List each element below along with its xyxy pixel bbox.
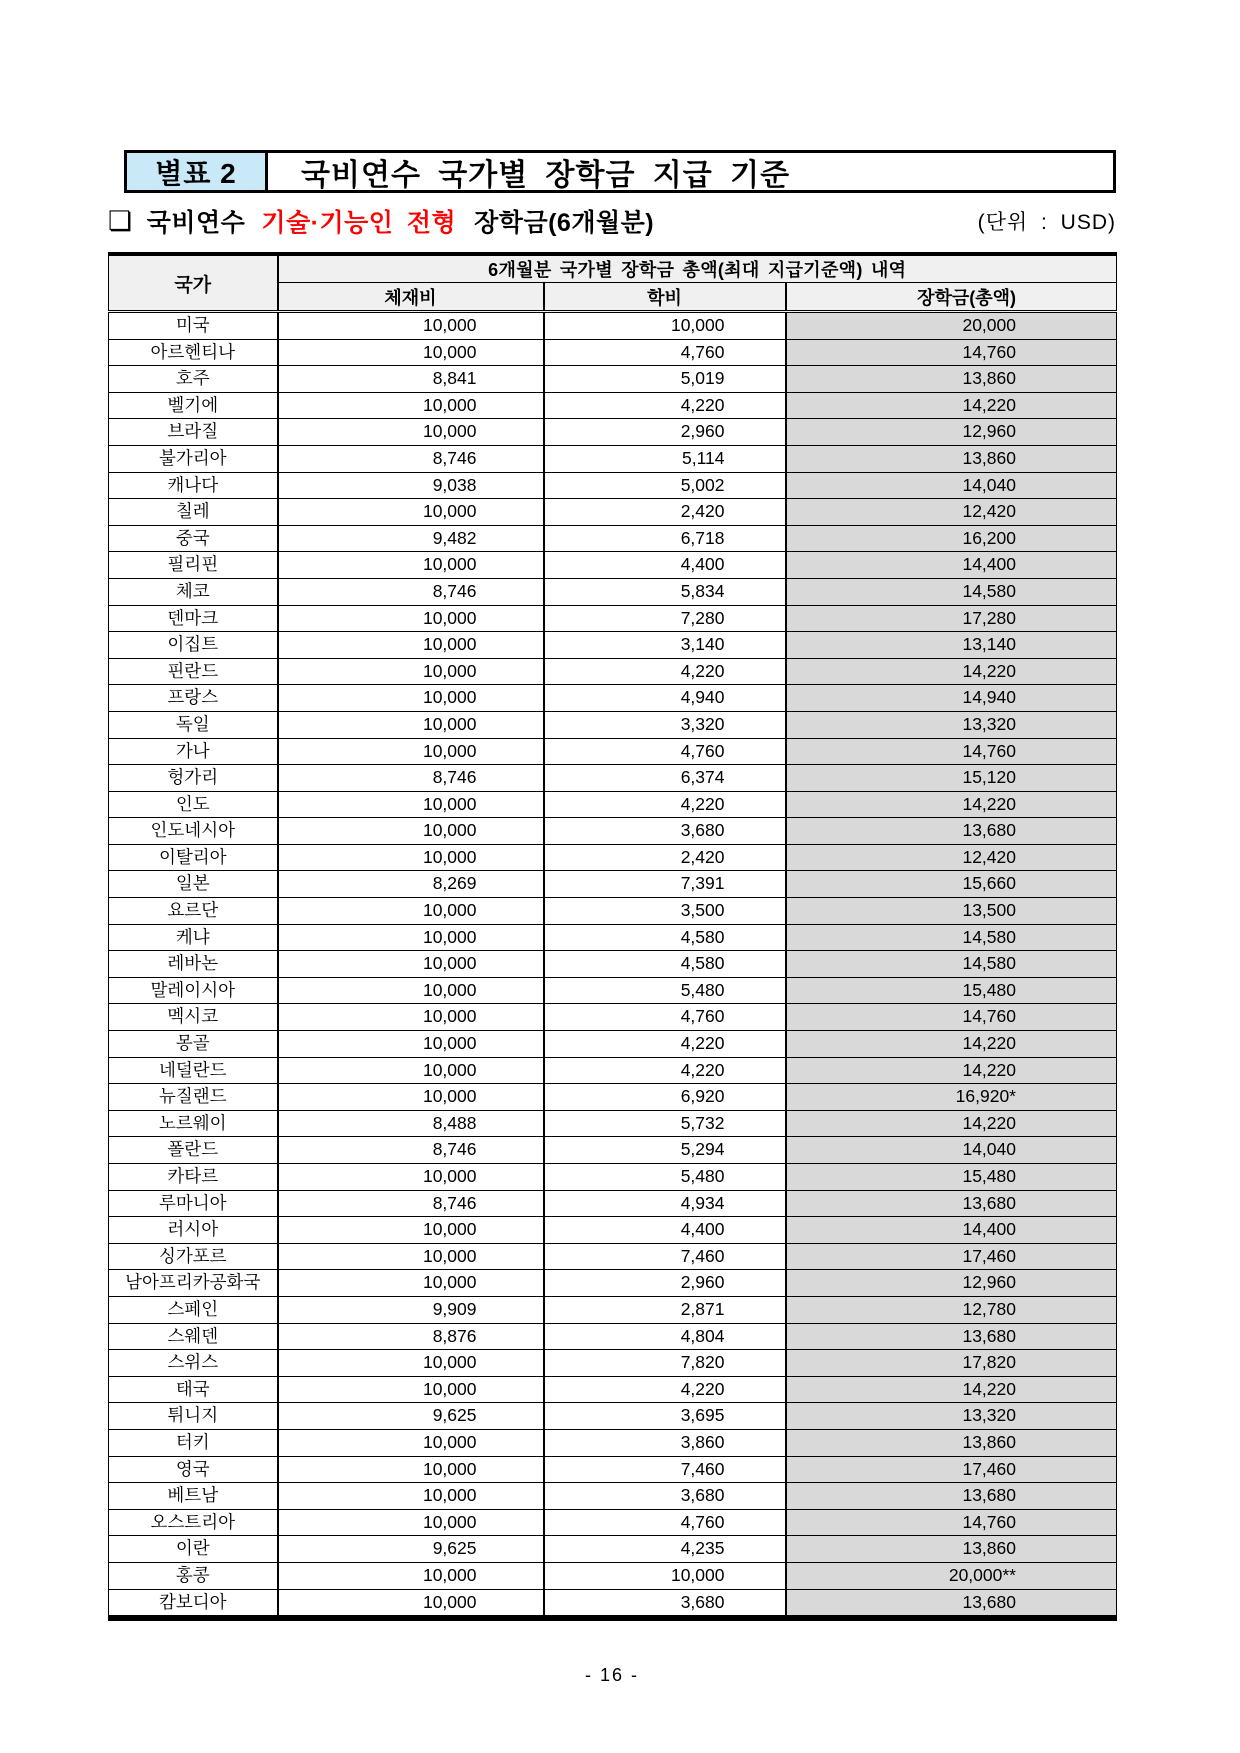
tuition-cell: 5,732 [544, 1110, 786, 1137]
stay-cost-cell: 10,000 [278, 1483, 544, 1510]
tuition-cell: 2,871 [544, 1296, 786, 1323]
table-row [109, 1243, 1117, 1270]
table-row [109, 765, 1117, 792]
total-scholarship-cell: 16,200 [786, 525, 1117, 552]
country-cell: 덴마크 [109, 605, 278, 632]
tuition-cell: 4,220 [544, 791, 786, 818]
stay-cost-cell: 10,000 [278, 632, 544, 659]
country-cell: 싱가포르 [109, 1243, 278, 1270]
country-cell: 아르헨티나 [109, 339, 278, 366]
table-row [109, 1403, 1117, 1430]
table-row [109, 605, 1117, 632]
table-row [109, 1509, 1117, 1536]
tuition-cell: 4,220 [544, 658, 786, 685]
total-scholarship-cell: 13,680 [786, 1323, 1117, 1350]
country-cell: 홍콩 [109, 1562, 278, 1589]
total-scholarship-cell: 14,580 [786, 578, 1117, 605]
stay-cost-cell: 10,000 [278, 924, 544, 951]
table-row [109, 552, 1117, 579]
tuition-cell: 2,960 [544, 1270, 786, 1297]
country-cell: 미국 [109, 312, 278, 340]
total-scholarship-cell: 13,500 [786, 898, 1117, 925]
table-row [109, 1376, 1117, 1403]
total-scholarship-cell: 13,320 [786, 711, 1117, 738]
country-cell: 이란 [109, 1536, 278, 1563]
country-cell: 헝가리 [109, 765, 278, 792]
stay-cost-cell: 9,038 [278, 472, 544, 499]
table-row [109, 685, 1117, 712]
stay-cost-cell: 9,909 [278, 1296, 544, 1323]
tuition-cell: 5,114 [544, 445, 786, 472]
table-row [109, 898, 1117, 925]
total-scholarship-cell: 12,960 [786, 1270, 1117, 1297]
country-cell: 터키 [109, 1429, 278, 1456]
country-cell: 폴란드 [109, 1137, 278, 1164]
tuition-cell: 3,320 [544, 711, 786, 738]
page-number: - 16 - [584, 1665, 639, 1686]
country-cell: 캐나다 [109, 472, 278, 499]
country-cell: 영국 [109, 1456, 278, 1483]
stay-cost-cell: 10,000 [278, 711, 544, 738]
table-row [109, 1110, 1117, 1137]
tuition-cell: 7,391 [544, 871, 786, 898]
tuition-cell: 4,760 [544, 1004, 786, 1031]
subtitle-prefix: 국비연수 [146, 209, 246, 237]
country-cell: 벨기에 [109, 392, 278, 419]
stay-cost-cell: 8,488 [278, 1110, 544, 1137]
stay-cost-cell: 8,269 [278, 871, 544, 898]
tuition-cell: 4,220 [544, 1057, 786, 1084]
stay-cost-cell: 10,000 [278, 977, 544, 1004]
total-scholarship-cell: 14,040 [786, 1137, 1117, 1164]
stay-cost-cell: 8,746 [278, 578, 544, 605]
stay-cost-cell: 8,746 [278, 1137, 544, 1164]
tuition-cell: 6,374 [544, 765, 786, 792]
tuition-cell: 7,280 [544, 605, 786, 632]
total-scholarship-cell: 14,220 [786, 1110, 1117, 1137]
country-cell: 인도 [109, 791, 278, 818]
stay-cost-cell: 8,841 [278, 366, 544, 393]
scholarship-table-body [109, 312, 1117, 1619]
table-row [109, 1483, 1117, 1510]
table-row [109, 1536, 1117, 1563]
tuition-cell: 5,834 [544, 578, 786, 605]
tuition-cell: 4,220 [544, 1376, 786, 1403]
tuition-cell: 2,960 [544, 419, 786, 446]
country-cell: 일본 [109, 871, 278, 898]
table-row [109, 366, 1117, 393]
country-cell: 요르단 [109, 898, 278, 925]
tuition-cell: 5,002 [544, 472, 786, 499]
total-scholarship-cell: 17,820 [786, 1350, 1117, 1377]
scholarship-table [108, 252, 1117, 1621]
total-scholarship-cell: 13,680 [786, 1589, 1117, 1618]
tuition-cell: 3,860 [544, 1429, 786, 1456]
total-scholarship-cell: 14,400 [786, 1217, 1117, 1244]
tuition-cell: 2,420 [544, 499, 786, 526]
tuition-cell: 4,934 [544, 1190, 786, 1217]
country-cell: 필리핀 [109, 552, 278, 579]
stay-cost-cell: 10,000 [278, 1350, 544, 1377]
country-cell: 가나 [109, 738, 278, 765]
tuition-cell: 10,000 [544, 1562, 786, 1589]
total-scholarship-cell: 14,220 [786, 1031, 1117, 1058]
total-scholarship-cell: 13,860 [786, 1429, 1117, 1456]
stay-cost-cell: 10,000 [278, 685, 544, 712]
country-cell: 레바논 [109, 951, 278, 978]
total-scholarship-cell: 15,120 [786, 765, 1117, 792]
country-cell: 루마니아 [109, 1190, 278, 1217]
scholarship-table-head [109, 254, 1117, 312]
table-row [109, 499, 1117, 526]
table-row [109, 1429, 1117, 1456]
tuition-cell: 4,580 [544, 924, 786, 951]
total-scholarship-cell: 17,460 [786, 1456, 1117, 1483]
country-cell: 핀란드 [109, 658, 278, 685]
table-row [109, 1084, 1117, 1111]
tuition-cell: 7,460 [544, 1243, 786, 1270]
stay-cost-cell: 10,000 [278, 818, 544, 845]
total-scholarship-cell: 15,480 [786, 1164, 1117, 1191]
tuition-cell: 4,760 [544, 339, 786, 366]
tuition-cell: 4,760 [544, 738, 786, 765]
stay-cost-cell: 10,000 [278, 951, 544, 978]
tuition-cell: 5,480 [544, 977, 786, 1004]
tuition-cell: 3,695 [544, 1403, 786, 1430]
table-row [109, 1296, 1117, 1323]
table-row [109, 924, 1117, 951]
table-row [109, 472, 1117, 499]
stay-cost-cell: 9,625 [278, 1536, 544, 1563]
tuition-cell: 7,460 [544, 1456, 786, 1483]
country-cell: 스웨덴 [109, 1323, 278, 1350]
tuition-cell: 3,680 [544, 818, 786, 845]
total-scholarship-cell: 12,780 [786, 1296, 1117, 1323]
total-scholarship-cell: 13,860 [786, 366, 1117, 393]
country-cell: 멕시코 [109, 1004, 278, 1031]
table-row [109, 951, 1117, 978]
total-scholarship-cell: 14,220 [786, 1376, 1117, 1403]
stay-cost-cell: 10,000 [278, 392, 544, 419]
country-cell: 노르웨이 [109, 1110, 278, 1137]
stay-cost-cell: 10,000 [278, 312, 544, 340]
subtitle-highlight: 기술·기능인 전형 [261, 209, 457, 237]
stay-cost-cell: 10,000 [278, 658, 544, 685]
table-row [109, 1323, 1117, 1350]
title-bar [124, 150, 1116, 193]
total-scholarship-cell: 13,860 [786, 445, 1117, 472]
country-cell: 러시아 [109, 1217, 278, 1244]
tuition-cell: 5,294 [544, 1137, 786, 1164]
total-scholarship-cell: 14,040 [786, 472, 1117, 499]
stay-cost-cell: 9,482 [278, 525, 544, 552]
subtitle-suffix: 장학금(6개월분) [474, 209, 655, 237]
total-scholarship-cell: 12,420 [786, 844, 1117, 871]
total-scholarship-cell: 13,680 [786, 1483, 1117, 1510]
country-cell: 체코 [109, 578, 278, 605]
stay-cost-cell: 10,000 [278, 738, 544, 765]
total-scholarship-cell: 14,220 [786, 791, 1117, 818]
column-header-total-scholarship: 장학금(총액) [786, 283, 1117, 312]
country-cell: 태국 [109, 1376, 278, 1403]
stay-cost-cell: 8,746 [278, 1190, 544, 1217]
total-scholarship-cell: 14,400 [786, 552, 1117, 579]
table-row [109, 844, 1117, 871]
stay-cost-cell: 10,000 [278, 1270, 544, 1297]
total-scholarship-cell: 14,220 [786, 392, 1117, 419]
country-cell: 스페인 [109, 1296, 278, 1323]
total-scholarship-cell: 14,940 [786, 685, 1117, 712]
total-scholarship-cell: 12,960 [786, 419, 1117, 446]
total-scholarship-cell: 14,580 [786, 951, 1117, 978]
total-scholarship-cell: 14,760 [786, 1509, 1117, 1536]
total-scholarship-cell: 13,140 [786, 632, 1117, 659]
stay-cost-cell: 8,746 [278, 445, 544, 472]
group-header-row [109, 254, 1117, 283]
table-row [109, 1190, 1117, 1217]
tuition-cell: 4,400 [544, 1217, 786, 1244]
total-scholarship-cell: 17,280 [786, 605, 1117, 632]
unit-note: (단위 : USD) [977, 211, 1116, 234]
stay-cost-cell: 10,000 [278, 1057, 544, 1084]
table-row [109, 711, 1117, 738]
tuition-cell: 4,940 [544, 685, 786, 712]
table-row [109, 578, 1117, 605]
tuition-cell: 5,480 [544, 1164, 786, 1191]
country-cell: 브라질 [109, 419, 278, 446]
total-scholarship-cell: 20,000 [786, 312, 1117, 340]
tuition-cell: 4,760 [544, 1509, 786, 1536]
tuition-cell: 3,680 [544, 1483, 786, 1510]
country-cell: 칠레 [109, 499, 278, 526]
total-scholarship-cell: 14,220 [786, 658, 1117, 685]
country-cell: 불가리아 [109, 445, 278, 472]
stay-cost-cell: 8,876 [278, 1323, 544, 1350]
stay-cost-cell: 10,000 [278, 499, 544, 526]
table-row [109, 419, 1117, 446]
stay-cost-cell: 10,000 [278, 605, 544, 632]
total-scholarship-cell: 15,480 [786, 977, 1117, 1004]
table-row [109, 1031, 1117, 1058]
table-row [109, 525, 1117, 552]
stay-cost-cell: 10,000 [278, 1456, 544, 1483]
country-cell: 이탈리아 [109, 844, 278, 871]
stay-cost-cell: 10,000 [278, 1084, 544, 1111]
tuition-cell: 4,580 [544, 951, 786, 978]
document-page [108, 0, 1116, 1686]
country-cell: 남아프리카공화국 [109, 1270, 278, 1297]
country-cell: 오스트리아 [109, 1509, 278, 1536]
tuition-cell: 4,400 [544, 552, 786, 579]
tuition-cell: 2,420 [544, 844, 786, 871]
table-row [109, 1589, 1117, 1618]
table-row [109, 791, 1117, 818]
stay-cost-cell: 10,000 [278, 339, 544, 366]
page-title: 국비연수 국가별 장학금 지급 기준 [301, 158, 791, 192]
stay-cost-cell: 10,000 [278, 1217, 544, 1244]
stay-cost-cell: 10,000 [278, 1429, 544, 1456]
stay-cost-cell: 10,000 [278, 1004, 544, 1031]
country-cell: 튀니지 [109, 1403, 278, 1430]
tuition-cell: 4,235 [544, 1536, 786, 1563]
stay-cost-cell: 9,625 [278, 1403, 544, 1430]
total-scholarship-cell: 14,580 [786, 924, 1117, 951]
table-row [109, 392, 1117, 419]
stay-cost-cell: 8,746 [278, 765, 544, 792]
tuition-cell: 3,680 [544, 1589, 786, 1618]
table-row [109, 339, 1117, 366]
table-row [109, 445, 1117, 472]
country-cell: 스위스 [109, 1350, 278, 1377]
total-scholarship-cell: 13,320 [786, 1403, 1117, 1430]
table-row [109, 1057, 1117, 1084]
total-scholarship-cell: 13,680 [786, 1190, 1117, 1217]
country-cell: 케냐 [109, 924, 278, 951]
total-scholarship-cell: 15,660 [786, 871, 1117, 898]
stay-cost-cell: 10,000 [278, 1031, 544, 1058]
table-row [109, 1350, 1117, 1377]
stay-cost-cell: 10,000 [278, 419, 544, 446]
table-row [109, 658, 1117, 685]
country-cell: 베트남 [109, 1483, 278, 1510]
country-cell: 뉴질랜드 [109, 1084, 278, 1111]
tuition-cell: 4,804 [544, 1323, 786, 1350]
country-cell: 프랑스 [109, 685, 278, 712]
subtitle-row [108, 200, 1116, 242]
tuition-cell: 5,019 [544, 366, 786, 393]
stay-cost-cell: 10,000 [278, 1562, 544, 1589]
total-scholarship-cell: 14,760 [786, 738, 1117, 765]
country-cell: 카타르 [109, 1164, 278, 1191]
stay-cost-cell: 10,000 [278, 844, 544, 871]
country-cell: 인도네시아 [109, 818, 278, 845]
table-row [109, 312, 1117, 340]
table-row [109, 632, 1117, 659]
tuition-cell: 6,920 [544, 1084, 786, 1111]
column-header-country: 국가 [109, 254, 278, 312]
table-row [109, 1456, 1117, 1483]
stay-cost-cell: 10,000 [278, 898, 544, 925]
stay-cost-cell: 10,000 [278, 1589, 544, 1618]
stay-cost-cell: 10,000 [278, 1376, 544, 1403]
total-scholarship-cell: 13,680 [786, 818, 1117, 845]
table-row [109, 1562, 1117, 1589]
table-row [109, 1270, 1117, 1297]
total-scholarship-cell: 20,000** [786, 1562, 1117, 1589]
column-group-header: 6개월분 국가별 장학금 총액(최대 지급기준액) 내역 [278, 254, 1117, 283]
table-row [109, 1217, 1117, 1244]
stay-cost-cell: 10,000 [278, 1509, 544, 1536]
country-cell: 캄보디아 [109, 1589, 278, 1618]
total-scholarship-cell: 14,760 [786, 339, 1117, 366]
total-scholarship-cell: 13,860 [786, 1536, 1117, 1563]
country-cell: 네덜란드 [109, 1057, 278, 1084]
attachment-badge: 별표 2 [127, 153, 268, 190]
column-header-tuition: 학비 [544, 283, 786, 312]
tuition-cell: 7,820 [544, 1350, 786, 1377]
tuition-cell: 4,220 [544, 392, 786, 419]
table-row [109, 871, 1117, 898]
table-row [109, 1137, 1117, 1164]
country-cell: 말레이시아 [109, 977, 278, 1004]
stay-cost-cell: 10,000 [278, 552, 544, 579]
total-scholarship-cell: 14,220 [786, 1057, 1117, 1084]
country-cell: 호주 [109, 366, 278, 393]
country-cell: 중국 [109, 525, 278, 552]
tuition-cell: 3,500 [544, 898, 786, 925]
tuition-cell: 6,718 [544, 525, 786, 552]
total-scholarship-cell: 17,460 [786, 1243, 1117, 1270]
total-scholarship-cell: 14,760 [786, 1004, 1117, 1031]
tuition-cell: 4,220 [544, 1031, 786, 1058]
country-cell: 몽골 [109, 1031, 278, 1058]
tuition-cell: 3,140 [544, 632, 786, 659]
table-row [109, 1004, 1117, 1031]
stay-cost-cell: 10,000 [278, 1243, 544, 1270]
total-scholarship-cell: 12,420 [786, 499, 1117, 526]
square-bullet-icon: ❏ [108, 205, 133, 236]
country-cell: 독일 [109, 711, 278, 738]
tuition-cell: 10,000 [544, 312, 786, 340]
total-scholarship-cell: 16,920* [786, 1084, 1117, 1111]
stay-cost-cell: 10,000 [278, 791, 544, 818]
stay-cost-cell: 10,000 [278, 1164, 544, 1191]
table-row [109, 818, 1117, 845]
country-cell: 이집트 [109, 632, 278, 659]
column-header-stay-cost: 체재비 [278, 283, 544, 312]
table-row [109, 1164, 1117, 1191]
table-row [109, 738, 1117, 765]
table-row [109, 977, 1117, 1004]
